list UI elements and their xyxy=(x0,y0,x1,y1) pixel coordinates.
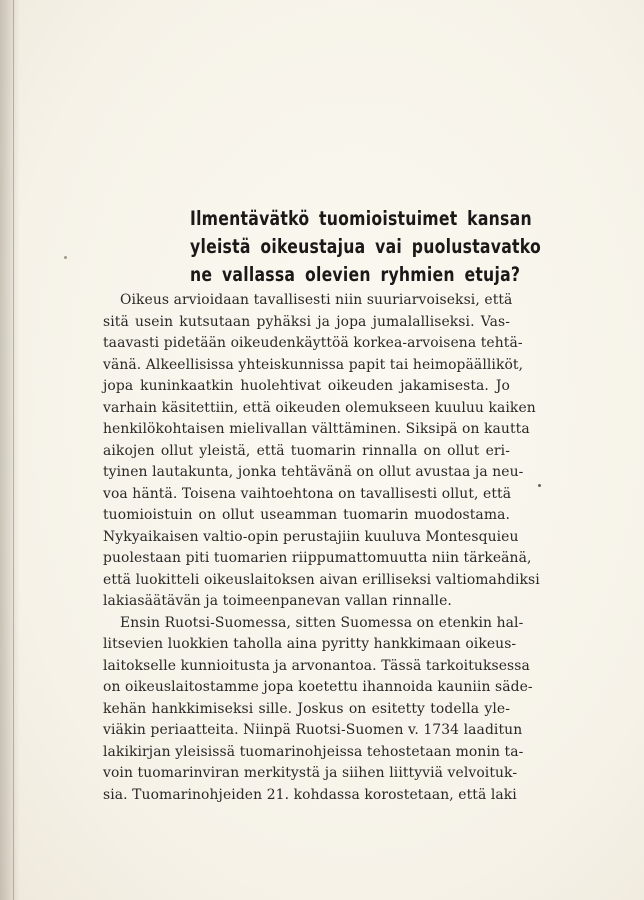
text-line: Nykyaikaisen valtio-opin perustajiin kuuluva Montesquieu xyxy=(103,528,519,545)
chapter-title-line: Ilmentävätkö tuomioistuimet kansan xyxy=(190,207,532,230)
chapter-title-line: ne vallassa olevien ryhmien etuja? xyxy=(190,263,521,286)
text-line: tyinen lautakunta, jonka tehtävänä on ollut avustaa ja neu- xyxy=(103,464,524,480)
text-line: sia. Tuomarinohjeiden 21. kohdassa korostetaan, että laki xyxy=(103,786,517,803)
text-line: tuomioistuin on ollut useamman tuomarin muodostama. xyxy=(103,507,510,523)
text-line: voa häntä. Toisena vaihtoehtona on tavallisesti ollut, että xyxy=(103,485,512,502)
text-line: lakiasäätävän ja toimeenpanevan vallan rinnalle. xyxy=(103,593,452,609)
paragraph-1 xyxy=(103,290,540,613)
text-line: taavasti pidetään oikeudenkäyttöä korkea-arvoisena tehtä- xyxy=(103,335,523,351)
text-line: jopa kuninkaatkin huolehtivat oikeuden jakamisesta. Jo xyxy=(103,378,510,394)
chapter-title-line: yleistä oikeustajua vai puolustavatko xyxy=(190,235,542,258)
text-line: sitä usein kutsutaan pyhäksi ja jopa jumalalliseksi. Vas- xyxy=(103,313,510,330)
text-line: vänä. Alkeellisissa yhteiskunnissa papit tai heimopäälliköt, xyxy=(103,356,524,373)
text-line: puolestaan piti tuomarien riippumattomuutta niin tärkeänä, xyxy=(103,550,532,566)
paragraph-2 xyxy=(103,613,533,807)
text-line: Ensin Ruotsi-Suomessa, sitten Suomessa on etenkin hal- xyxy=(120,614,524,631)
text-line: kehän hankkimiseksi sille. Joskus on esitetty todella yle- xyxy=(103,700,510,717)
text-line: laitokselle kunnioitusta ja arvonantoa. Tässä tarkoituksessa xyxy=(103,657,530,674)
margin-dot xyxy=(538,484,541,487)
text-line: on oikeuslaitostamme jopa koetettu ihannoida kauniin säde- xyxy=(103,679,533,695)
text-line: voin tuomarinviran merkitystä ja siihen liittyviä velvoituk- xyxy=(103,765,518,781)
page-edge-line xyxy=(13,0,14,900)
text-line: viäkin periaatteita. Niinpä Ruotsi-Suomen v. 1734 laaditun xyxy=(103,722,523,738)
paper-speck xyxy=(64,256,67,259)
text-line: litsevien luokkien taholla aina pyritty hankkimaan oikeus- xyxy=(103,636,517,652)
text-line: lakikirjan yleisissä tuomarinohjeissa tehostetaan monin ta- xyxy=(103,743,524,760)
page-gutter-shadow xyxy=(0,0,20,900)
text-line: aikojen ollut yleistä, että tuomarin rinnalla on ollut eri- xyxy=(103,442,510,459)
text-line: Oikeus arvioidaan tavallisesti niin suuriarvoiseksi, että xyxy=(120,292,513,308)
text-line: henkilökohtaisen mielivallan välttäminen. Siksipä on kautta xyxy=(103,421,530,437)
body-text xyxy=(103,290,540,806)
text-line: varhain käsitettiin, että oikeuden olemukseen kuuluu kaiken xyxy=(103,399,536,416)
text-line: että luokitteli oikeuslaitoksen aivan erilliseksi valtiomahdiksi xyxy=(103,571,540,588)
chapter-title xyxy=(190,205,542,289)
